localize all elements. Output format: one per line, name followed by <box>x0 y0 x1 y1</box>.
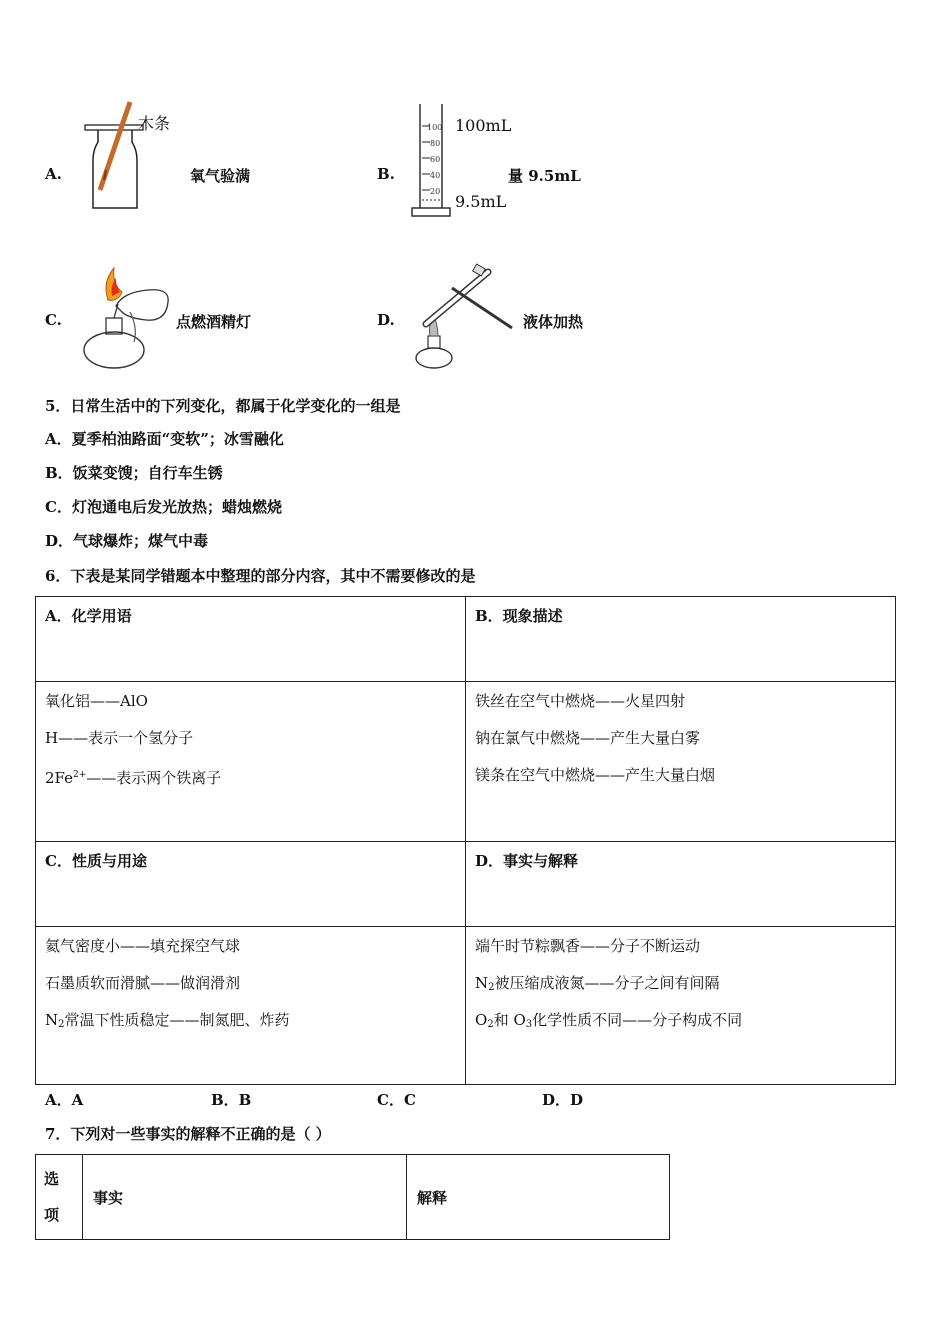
option-a-caption: 氧气验满 <box>190 167 251 185</box>
option-d-letter: D. <box>377 311 395 329</box>
q6-a-line1: 氧化铝——AlO <box>45 692 148 710</box>
q6-stem: 6．下表是某同学错题本中整理的部分内容，其中不需要修改的是 <box>45 567 476 585</box>
q7-head-option: 选 项 <box>36 1155 83 1240</box>
heating-test-tube-figure <box>408 262 520 372</box>
tick-80: 80 <box>430 139 441 148</box>
q5-option-a: A．夏季柏油路面“变软”；冰雪融化 <box>45 430 284 448</box>
q7-head-fact: 事实 <box>83 1155 407 1240</box>
q6-table <box>35 596 896 1085</box>
q6-head-d: D．事实与解释 <box>466 842 896 927</box>
tick-100: 100 <box>427 123 443 132</box>
q6-c-line3: $N_2$常温下性质稳定——制氮肥、炸药 <box>45 1011 290 1030</box>
cylinder-capacity-label: 100mL <box>455 116 512 135</box>
tick-40: 40 <box>430 171 441 180</box>
q6-cell-a <box>36 682 466 842</box>
option-b-caption: 量 9.5mL <box>508 167 581 185</box>
q6-b-line3: 镁条在空气中燃烧——产生大量白烟 <box>475 766 716 784</box>
q6-b-line1: 铁丝在空气中燃烧——火星四射 <box>475 692 686 710</box>
q6-cell-b <box>466 682 896 842</box>
option-c-caption: 点燃酒精灯 <box>176 313 252 331</box>
option-a-letter: A. <box>45 165 62 183</box>
q5-stem: 5．日常生活中的下列变化，都属于化学变化的一组是 <box>45 397 401 415</box>
q6-c-line1: 氦气密度小——填充探空气球 <box>45 937 241 955</box>
option-d-caption: 液体加热 <box>523 313 584 331</box>
q6-head-a: A．化学用语 <box>36 597 466 682</box>
q6-b-line2: 钠在氯气中燃烧——产生大量白雾 <box>475 729 701 747</box>
tick-20: 20 <box>430 187 441 196</box>
q6-cell-d <box>466 927 896 1085</box>
q6-answer-a: A．A <box>45 1091 84 1109</box>
q5-option-d: D．气球爆炸；煤气中毒 <box>45 532 209 550</box>
q6-d-line2: $N_2$被压缩成液氮——分子之间有间隔 <box>475 974 720 993</box>
alcohol-lamp-lighting-figure <box>78 262 174 372</box>
q6-d-line1: 端午时节粽飘香——分子不断运动 <box>475 937 701 955</box>
q6-answer-b: B．B <box>211 1091 252 1109</box>
q6-cell-c <box>36 927 466 1085</box>
q7-table <box>35 1154 670 1240</box>
q6-head-b: B．现象描述 <box>466 597 896 682</box>
q6-c-line2: 石墨质软而滑腻——做润滑剂 <box>45 974 241 992</box>
tick-60: 60 <box>430 155 441 164</box>
q6-a-line3: $2Fe^{2+}——$表示两个铁离子 <box>45 769 222 787</box>
q6-a-line2: H——表示一个氢分子 <box>45 729 194 747</box>
q6-d-line3: $O_2$和 $O_3$化学性质不同——分子构成不同 <box>475 1011 743 1030</box>
option-b-letter: B. <box>377 165 395 183</box>
q6-head-c: C．性质与用途 <box>36 842 466 927</box>
wood-stick-label: 木条 <box>138 114 171 133</box>
q7-head-explanation: 解释 <box>407 1155 670 1240</box>
cylinder-reading-label: 9.5mL <box>455 192 507 211</box>
q5-option-b: B．饭菜变馊；自行车生锈 <box>45 464 223 482</box>
q6-answer-c: C．C <box>377 1091 416 1109</box>
q6-answer-d: D．D <box>542 1091 584 1109</box>
q7-stem: 7．下列对一些事实的解释不正确的是（ ） <box>45 1125 331 1143</box>
option-c-letter: C. <box>45 311 62 329</box>
q5-option-c: C．灯泡通电后发光放热；蜡烛燃烧 <box>45 498 282 516</box>
